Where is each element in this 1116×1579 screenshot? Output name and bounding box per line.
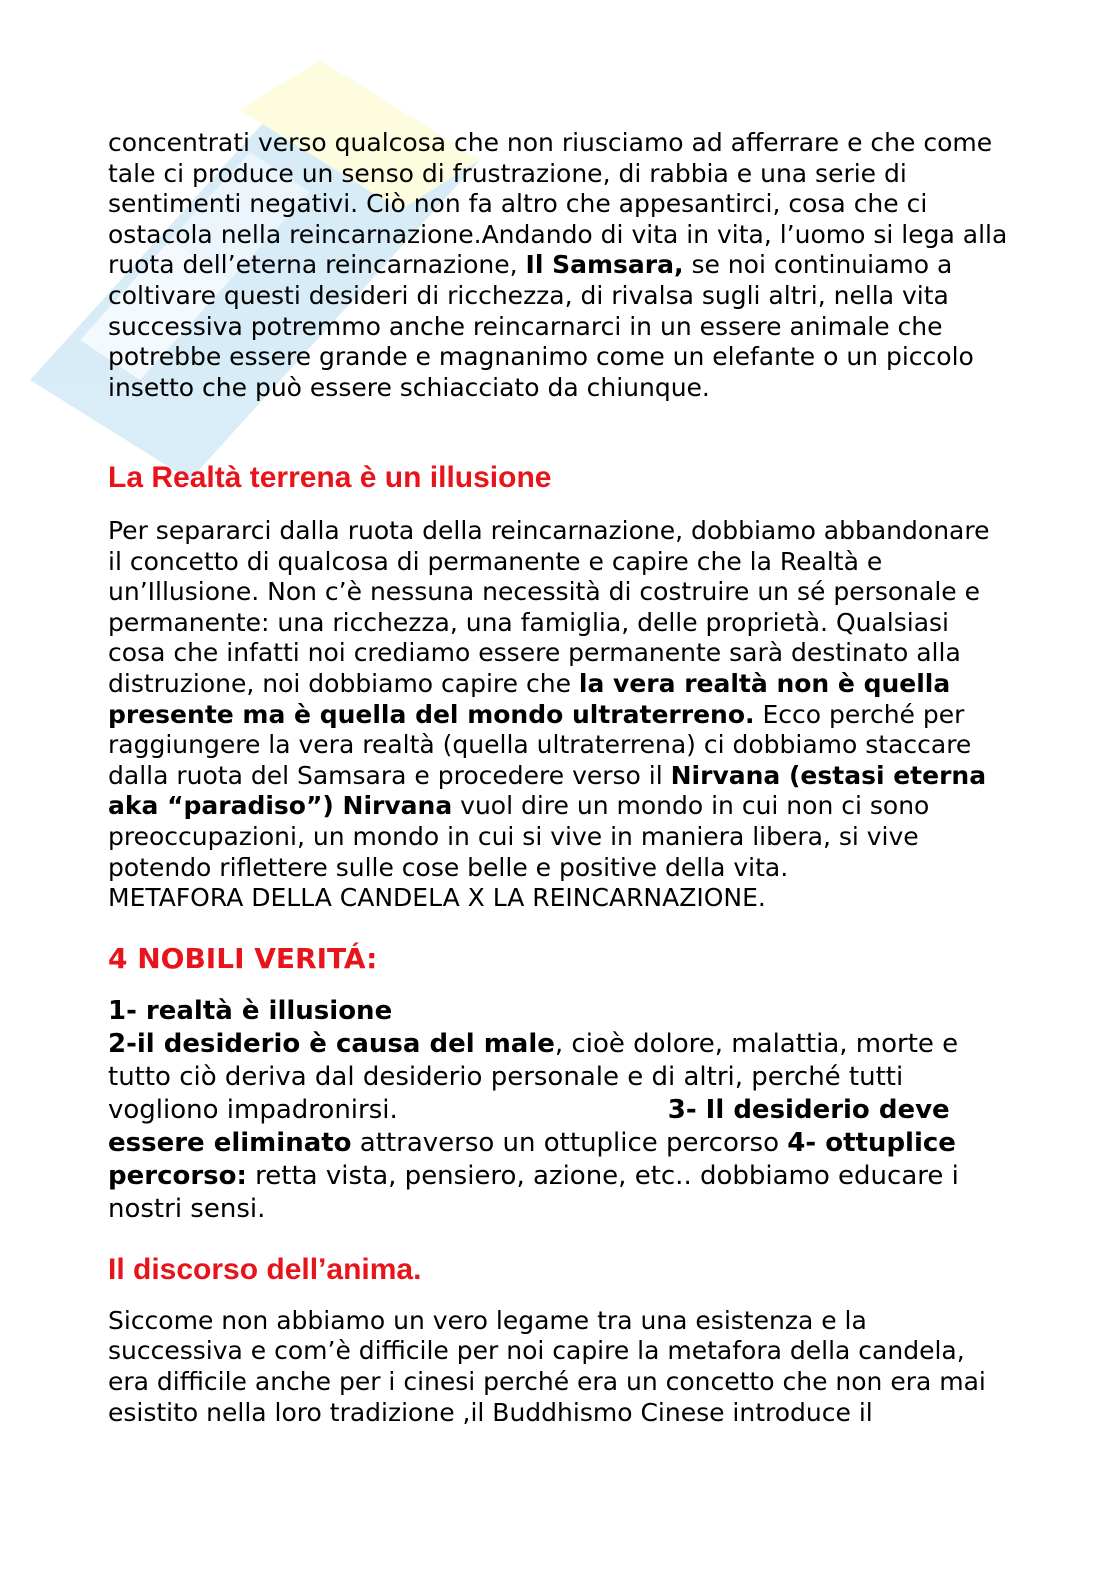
paragraph-text: vuol dire un mondo in cui non ci sono preoccupazioni, un mondo in cui si vive in maniera libera, si vive potendo riflettere sulle cose belle e positive della vita. <box>108 791 930 882</box>
heading-realta-illusione: La Realtà terrena è un illusione <box>108 461 552 494</box>
paragraph-samsara <box>108 128 1008 433</box>
paragraph-text: se noi continuiamo a coltivare questi desideri di ricchezza, di rivalsa sugli altri, nella vita successiva potremmo anche reincarnarci in un essere animale che potrebbe essere grande e magnanimo come un elefante o un piccolo insetto che può essere schiacciato da chiunque. <box>108 250 974 402</box>
document-page <box>108 128 1008 1428</box>
bold-text: 1- realtà è illusione <box>108 995 393 1026</box>
bold-text: 2-il desiderio è causa del male <box>108 1028 555 1059</box>
metafora-line: METAFORA DELLA CANDELA X LA REINCARNAZIONE. <box>108 883 766 913</box>
paragraph-text: concentrati verso qualcosa che non riusciamo ad afferrare e che come tale ci produce un senso di frustrazione, di rabbia e una serie di sentimenti negativi. Ciò non fa altro che appesantirci, cosa che ci ostacola nella reincarnazione.Andando di vita in vita, l’uomo si lega alla ruota dell’eterna reincarnazione, <box>108 128 1008 280</box>
paragraph-text: , cioè dolore, malattia, morte e tutto ciò deriva dal desiderio personale e di altri, perché tutti vogliono impadronirsi. <box>108 1028 959 1125</box>
bold-text: 4- ottuplice percorso: <box>108 1127 956 1191</box>
paragraph-text: Per separarci dalla ruota della reincarnazione, dobbiamo abbandonare il concetto di qualcosa di permanente e capire che la Realtà e un’Illusione. Non c’è nessuna necessità di costruire un sé personale e permanente: una ricchezza, una famiglia, delle proprietà. Qualsiasi cosa che infatti noi crediamo essere permanente sarà destinato alla distruzione, noi dobbiamo capire che <box>108 516 990 698</box>
bold-text: la vera realtà non è quella presente ma è quella del mondo ultraterreno. <box>108 668 951 729</box>
heading-nobili-verita: 4 NOBILI VERITÁ: <box>108 941 378 975</box>
bold-text: Il Samsara, <box>525 250 684 280</box>
paragraph-nobili-verita <box>108 995 1008 1226</box>
paragraph-text: attraverso un ottuplice percorso <box>351 1127 788 1158</box>
paragraph-text: Ecco perché per raggiungere la vera realtà (quella ultraterrena) ci dobbiamo staccare dalla ruota del Samsara e procedere verso il <box>108 699 972 790</box>
paragraph-text: Siccome non abbiamo un vero legame tra una esistenza e la successiva e com’è difficile per noi capire la metafora della candela, era difficile anche per i cinesi perché era un concetto che non era mai esistito nella loro tradizione ,il Buddhismo Cinese introduce il <box>108 1305 986 1427</box>
bold-text: Nirvana (estasi eterna aka “paradiso”) Nirvana <box>108 760 987 821</box>
heading-discorso-anima: Il discorso dell’anima. <box>108 1252 422 1286</box>
paragraph-text: retta vista, pensiero, azione, etc.. dobbiamo educare i nostri sensi. <box>108 1160 959 1224</box>
paragraph-realta <box>108 516 1008 914</box>
paragraph-anima <box>108 1306 1008 1428</box>
bold-text: 3- Il desiderio deve essere eliminato <box>108 1094 950 1158</box>
